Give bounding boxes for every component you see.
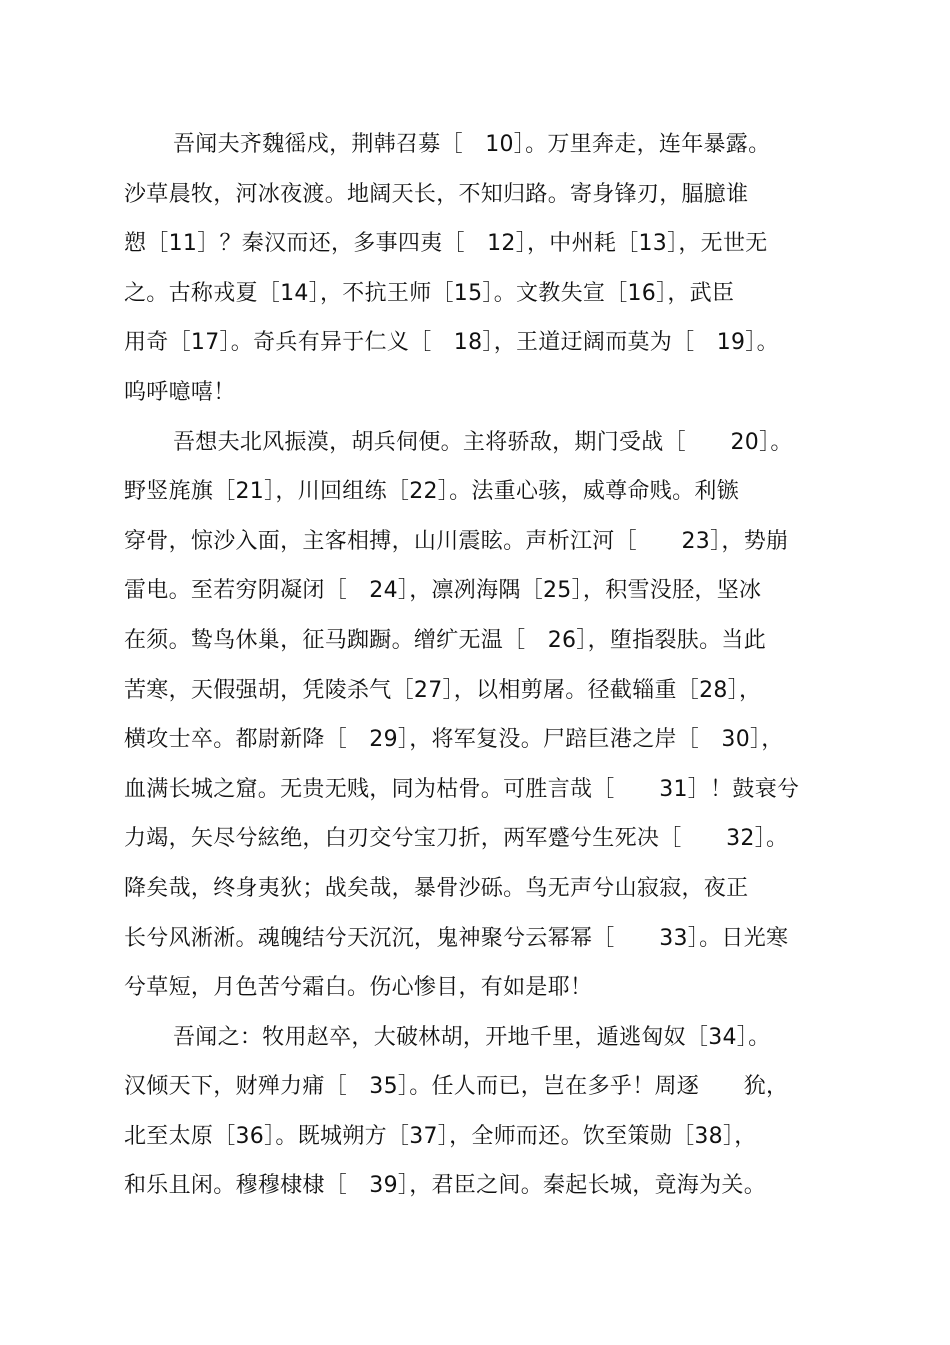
text-line: 雷电。至若穷阴凝闭［ 24］，凛冽海隅［25］，积雪没胫，坚冰 xyxy=(124,578,762,604)
text-line: 苦寒，天假强胡，凭陵杀气［27］，以相剪屠。径截辎重［28］， xyxy=(124,677,762,703)
text-line: 横攻士卒。都尉新降［ 29］，将军复没。尸踣巨港之岸［ 30］， xyxy=(124,727,784,753)
text-line: 和乐且闲。穆穆棣棣［ 39］，君臣之间。秦起长城，竟海为关。 xyxy=(124,1173,766,1199)
text-line: 北至太原［36］。既城朔方［37］，全师而还。饮至策勋［38］， xyxy=(124,1123,757,1149)
text-line: 力竭，矢尽兮絃绝，白刃交兮宝刀折，两军蹙兮生死决［ 32］。 xyxy=(124,826,789,852)
text-line: 血满长城之窟。无贵无贱，同为枯骨。可胜言哉［ 31］！鼓衰兮 xyxy=(124,776,800,802)
paragraph-first-line: 吾闻之：牧用赵卒，大破林胡，开地千里，遁逃匈奴［34］。 xyxy=(173,1024,771,1050)
text-line: 兮草短，月色苦兮霜白。伤心惨目，有如是耶！ xyxy=(124,975,593,1001)
text-line: 之。古称戎夏［14］，不抗王师［15］。文教失宣［16］，武臣 xyxy=(124,280,735,306)
text-line: 长兮风淅淅。魂魄结兮天沉沉，鬼神聚兮云幂幂［ 33］。日光寒 xyxy=(124,925,789,951)
paragraph-first-line: 吾想夫北风振漠，胡兵伺便。主将骄敌，期门受战［ 20］。 xyxy=(173,429,793,455)
text-line: 沙草晨牧，河冰夜渡。地阔天长，不知归路。寄身锋刃，腷臆谁 xyxy=(124,181,749,207)
text-line: 愬［11］？秦汉而还，多事四夷［ 12］，中州耗［13］，无世无 xyxy=(124,231,768,257)
text-line: 野竖旄旗［21］，川回组练［22］。法重心骇，威尊命贱。利镞 xyxy=(124,479,739,505)
text-line: 在须。鸷鸟休巢，征马踟蹰。缯纩无温［ 26］，堕指裂肤。当此 xyxy=(124,627,766,653)
body-text xyxy=(124,120,824,1211)
text-line: 用奇［17］。奇兵有异于仁义［ 18］，王道迂阔而莫为［ 19］。 xyxy=(124,330,779,356)
text-line: 穿骨，惊沙入面，主客相搏，山川震眩。声析江河［ 23］，势崩 xyxy=(124,528,789,554)
text-line: 降矣哉，终身夷狄；战矣哉，暴骨沙砾。鸟无声兮山寂寂，夜正 xyxy=(124,875,749,901)
text-line: 呜呼噫嘻！ xyxy=(124,379,236,405)
paragraph-first-line: 吾闻夫齐魏徭戍，荆韩召募［ 10］。万里奔走，连年暴露。 xyxy=(173,132,771,157)
text-line: 汉倾天下，财殚力痡［ 35］。任人而已，岂在多乎！周逐 狁， xyxy=(124,1074,789,1100)
